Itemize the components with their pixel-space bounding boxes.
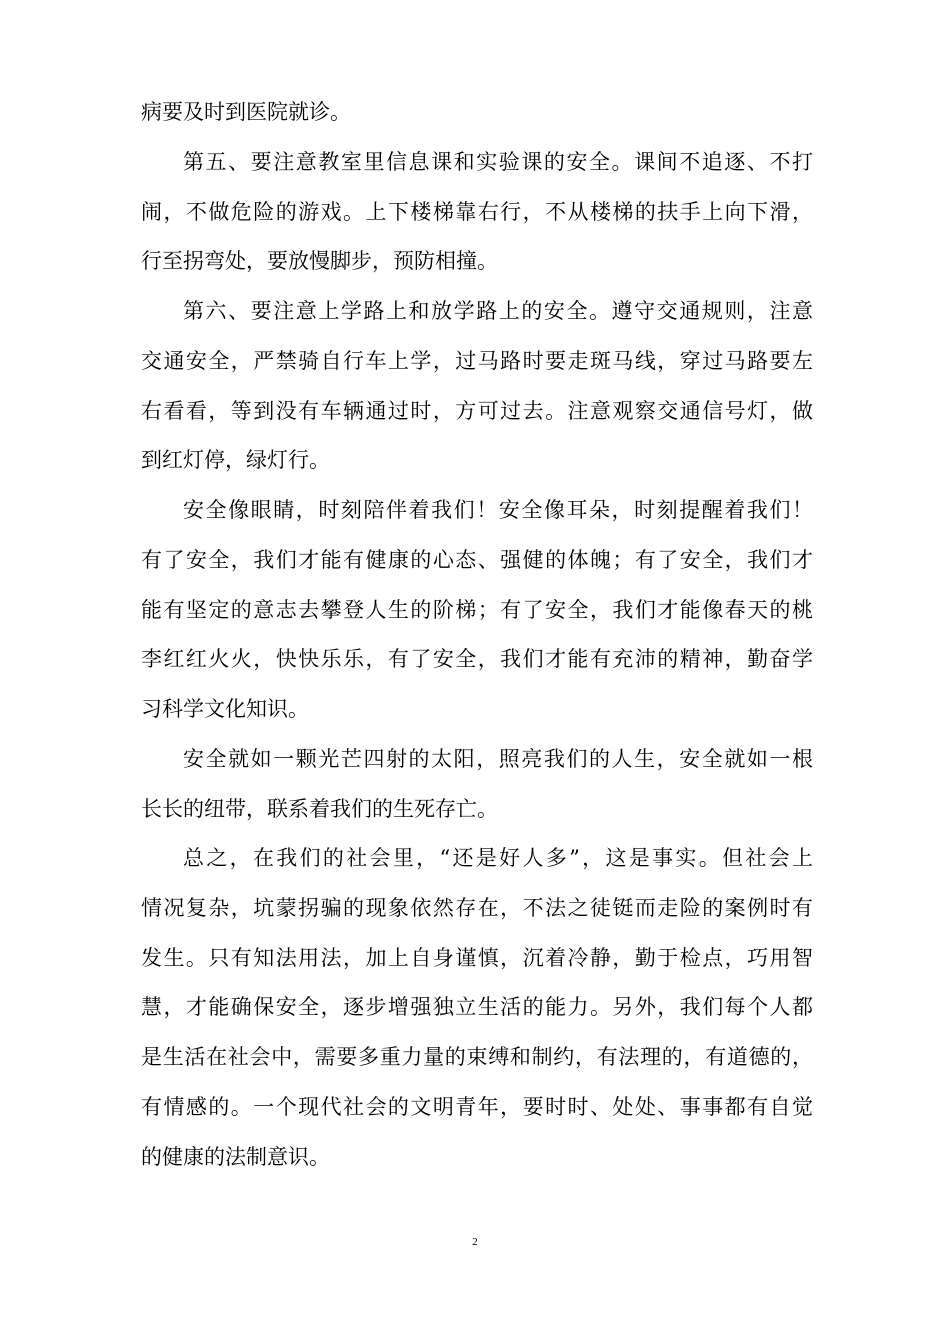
text-line: 交通安全，严禁骑自行车上学，过马路时要走斑马线，穿过马路要左 xyxy=(141,349,813,373)
text-line: 能有坚定的意志去攀登人生的阶梯；有了安全，我们才能像春天的桃 xyxy=(141,598,813,622)
text-line: 习科学文化知识。 xyxy=(141,697,309,721)
text-line: 第六、要注意上学路上和放学路上的安全。遵守交通规则，注意 xyxy=(183,299,813,323)
text-line: 总之，在我们的社会里，“还是好人多”，这是事实。但社会上 xyxy=(183,846,813,870)
text-line: 右看看，等到没有车辆通过时，方可过去。注意观察交通信号灯，做 xyxy=(141,399,813,423)
text-line: 有了安全，我们才能有健康的心态、强健的体魄；有了安全，我们才 xyxy=(141,548,813,572)
text-line: 是生活在社会中，需要多重力量的束缚和制约，有法理的，有道德的， xyxy=(141,1045,813,1069)
text-line: 第五、要注意教室里信息课和实验课的安全。课间不追逐、不打 xyxy=(183,150,813,174)
page-number: 2 xyxy=(472,1236,478,1248)
text-line: 情况复杂，坑蒙拐骗的现象依然存在，不法之徒铤而走险的案例时有 xyxy=(141,896,813,920)
text-line: 闹，不做危险的游戏。上下楼梯靠右行，不从楼梯的扶手上向下滑， xyxy=(141,200,813,224)
text-line: 长长的纽带，联系着我们的生死存亡。 xyxy=(141,797,498,821)
text-line: 慧，才能确保安全，逐步增强独立生活的能力。另外，我们每个人都 xyxy=(141,995,813,1019)
text-line: 安全像眼睛，时刻陪伴着我们！安全像耳朵，时刻提醒着我们！ xyxy=(183,498,813,522)
text-line: 病要及时到医院就诊。 xyxy=(141,100,351,124)
text-line: 发生。只有知法用法，加上自身谨慎，沉着冷静，勤于检点，巧用智 xyxy=(141,946,813,970)
text-line: 行至拐弯处，要放慢脚步，预防相撞。 xyxy=(141,249,498,273)
text-line: 有情感的。一个现代社会的文明青年，要时时、处处、事事都有自觉 xyxy=(141,1095,813,1119)
text-line: 李红红火火，快快乐乐，有了安全，我们才能有充沛的精神，勤奋学 xyxy=(141,647,813,671)
text-line: 到红灯停，绿灯行。 xyxy=(141,448,330,472)
text-line: 安全就如一颗光芒四射的太阳，照亮我们的人生，安全就如一根 xyxy=(183,747,813,771)
text-line: 的健康的法制意识。 xyxy=(141,1145,330,1169)
